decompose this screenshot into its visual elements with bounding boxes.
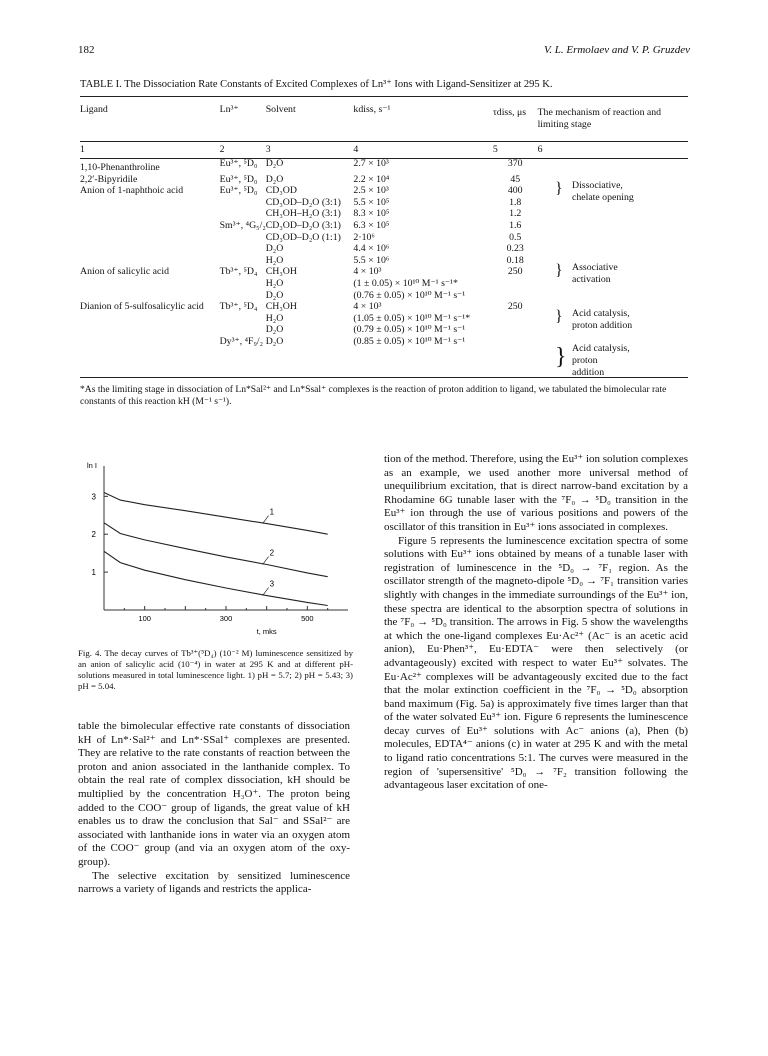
cell-ln [220,278,266,290]
cell-mechanism [538,220,688,232]
header-mechanism: The mechanism of reaction and limiting stage [537,107,662,130]
cell-solvent: D₂O [265,173,284,185]
cell-solvent: CD₃OD–D₂O (1:1) [265,231,341,243]
cell-ln [220,208,266,220]
y-axis-label: ln I [86,461,98,470]
cell-solvent: H₂O [265,312,284,324]
series-leader-3 [263,588,269,596]
cell-mechanism [538,243,688,255]
series-label-1: 1 [269,507,275,517]
cell-tau: 370 [507,158,523,169]
series-leader-2 [263,557,269,565]
cell-ln: Eu³⁺, ⁵D₀ [219,173,258,185]
left-paragraph-2: The selective excitation by sensitized luminescence narrows a variety of ligands and restricts the applica- [78,869,350,896]
table-row [80,220,688,232]
cell-ln [220,255,266,267]
series-line-1 [104,493,328,535]
table-row [80,290,688,302]
x-axis-label: t, mks [256,627,277,636]
mechanism-2: chelate opening [572,192,634,203]
mechanism-5: Acid catalysis, [572,308,630,319]
page-number: 182 [78,44,95,56]
cell-tau: 0.18 [506,254,524,266]
header-kdiss: kdiss, s⁻¹ [353,104,391,115]
cell-ligand [80,208,220,220]
cell-tau: 1.6 [509,219,522,231]
x-tick-label: 500 [301,614,314,623]
cell-kdiss: 2·10⁶ [353,231,375,243]
cell-ligand: 2,2′-Bipyridile [80,173,138,185]
cell-ln: Eu³⁺, ⁵D₀ [219,185,258,197]
mechanism-4: activation [572,274,611,285]
cell-tau: 1.8 [509,196,522,208]
cell-mechanism [538,290,688,302]
cell-kdiss: 5.5 × 10⁵ [353,196,390,208]
cell-kdiss: 5.5 × 10⁶ [353,254,390,266]
cell-ligand [80,243,220,255]
y-tick-label: 2 [91,530,96,540]
x-tick-label: 300 [219,614,233,623]
brace-4: } [555,344,567,370]
header-tau: τdiss, μs [492,107,527,118]
x-tick-label: 100 [138,614,151,623]
cell-solvent: CH₃OH [265,266,297,278]
left-paragraph-1: table the bimolecular effective rate constants of dissociation kH of Ln*·Sal²⁺ and Ln*·SSal⁺ complexes are presented. They are relative to the rate constants of reaction between the proton and anion associated in the lanthanide complex. To obtain the real rate of complex dissociation, kH should be multiplied by the concentration H₃O⁺. The proton being added to the COO⁻ group of ligands, the great value of kH enables us to draw the conclusion that Sal⁻ and SSal²⁻ are associated with lanthanide ions in water via an oxygen atom of the COO⁻ group (and via an oxygen atom of the oxy-group). [78,720,350,868]
colnum-5: 5 [492,144,498,155]
cell-kdiss: 8.3 × 10⁵ [353,208,390,220]
cell-kdiss: (1 ± 0.05) × 10¹⁰ M⁻¹ s⁻¹* [353,277,458,289]
mechanism-3: Associative [572,262,618,273]
cell-kdiss: 4.4 × 10⁶ [353,243,390,255]
cell-tau: 0.23 [506,243,524,255]
cell-ligand [80,232,220,244]
figure-4-chart [78,452,358,644]
cell-solvent: D₂O [265,335,284,347]
colnum-3: 3 [265,144,271,155]
cell-mechanism [538,208,688,220]
right-paragraph-1: tion of the method. Therefore, using the Eu³⁺ ion solution complexes as an example, we used another more universal method of unequilibrium excitation, that is direct narrow-band excitation by a Rhodamine 6G tunable laser with the ⁷F₀ → ⁵D₀ transition in the Eu³⁺ ion through the use of various positions and powers of the oscillator of this transition in Eu³⁺ ions associated in complexes. [384,453,689,533]
right-column-text [384,453,688,793]
cell-tau: 250 [507,266,523,278]
series-line-3 [104,548,328,605]
table-colnum-row [80,141,688,158]
cell-tau [493,313,538,325]
cell-tau [493,278,538,290]
cell-ln [220,324,266,336]
cell-tau: 400 [507,185,523,197]
cell-ln: Tb³⁺, ⁵D₄ [219,301,258,313]
cell-tau: 45 [510,173,521,185]
running-header-authors: V. L. Ermolaev and V. P. Gruzdev [543,44,690,56]
cell-ln [220,313,266,325]
cell-tau [493,324,538,336]
cell-ligand [80,255,220,267]
cell-ln: Sm³⁺, ⁴G₅/₂ [219,219,266,231]
cell-mechanism [538,158,688,174]
cell-ligand [80,290,220,302]
cell-kdiss: 4 × 10³ [353,301,382,313]
table-header-row [80,104,688,141]
cell-kdiss: 6.3 × 10⁵ [353,219,390,231]
cell-ln [220,243,266,255]
table-row [80,158,688,174]
cell-solvent: CH₃OH–H₂O (3:1) [265,208,341,220]
colnum-4: 4 [353,144,359,155]
colnum-2: 2 [219,144,225,155]
series-leader-1 [263,516,269,524]
cell-ligand: 1,10-Phenanthroline [80,162,160,173]
cell-solvent: D₂O [265,324,284,336]
cell-ligand [80,336,220,348]
cell-tau: 250 [507,301,523,313]
cell-solvent: D₂O [265,158,284,169]
series-line-2 [104,523,328,577]
figure-4-caption: Fig. 4. The decay curves of Tb³⁺(⁵D₄) (10⁻² M) luminescence sensitized by an anion of salicylic acid (10⁻⁴) in water at 295 K and at different pH-solutions measured in total luminescence light. 1) pH = 5.7; 2) pH = 5.43; 3) pH = 5.04. [78,648,353,691]
mechanism-8: proton [572,355,598,366]
series-label-2: 2 [269,548,275,558]
cell-ligand [80,324,220,336]
cell-ligand [80,197,220,209]
mechanism-1: Dissociative, [572,180,623,191]
cell-kdiss: (1.05 ± 0.05) × 10¹⁰ M⁻¹ s⁻¹* [353,312,471,324]
cell-kdiss: (0.79 ± 0.05) × 10¹⁰ M⁻¹ s⁻¹ [353,324,466,336]
cell-kdiss: 2.7 × 10³ [353,158,389,169]
cell-kdiss: 4 × 10³ [353,266,382,278]
cell-solvent: CH₃OH [265,301,297,313]
cell-kdiss: (0.76 ± 0.05) × 10¹⁰ M⁻¹ s⁻¹ [353,289,466,301]
table-row [80,208,688,220]
cell-ligand: Dianion of 5-sulfosalicylic acid [80,301,204,313]
table-footnote: *As the limiting stage in dissociation of Ln*Sal²⁺ and Ln*Ssal⁺ complexes is the reaction of proton addition to ligand, we tabulated the bimolecular rate constants of this reaction kH (M⁻¹ s⁻¹). [80,384,667,407]
cell-ln: Eu³⁺, ⁵D₀ [219,158,258,169]
cell-ligand: Anion of salicylic acid [80,266,169,278]
cell-ln [220,290,266,302]
cell-solvent: CD₃OD–D₂O (3:1) [265,219,341,231]
colnum-6: 6 [537,144,543,155]
header-ln: Ln³⁺ [219,104,239,115]
cell-ligand [80,313,220,325]
cell-ligand [80,220,220,232]
table-row [80,232,688,244]
cell-ln [220,197,266,209]
cell-ln: Dy³⁺, ⁴F₉/₂ [219,335,264,347]
cell-solvent: CD₃OD–D₂O (3:1) [265,196,341,208]
cell-solvent: H₂O [265,254,284,266]
header-solvent: Solvent [265,104,296,115]
mechanism-9: addition [572,367,605,378]
cell-solvent: D₂O [265,289,284,301]
cell-kdiss: 2.5 × 10³ [353,185,389,197]
cell-tau: 1.2 [509,208,522,220]
cell-ln [220,232,266,244]
mechanism-7: Acid catalysis, [572,343,630,354]
header-ligand: Ligand [80,104,108,115]
y-tick-label: 1 [91,568,96,578]
cell-solvent: D₂O [265,243,284,255]
cell-tau [493,336,538,348]
colnum-1: 1 [80,144,85,155]
cell-ln: Tb³⁺, ⁵D₄ [219,266,258,278]
mechanism-6: proton addition [572,320,633,331]
cell-solvent: CD₃OD [265,185,297,197]
brace-3: } [555,308,563,325]
cell-ligand: Anion of 1-naphthoic acid [80,185,184,197]
cell-tau: 0.5 [509,231,522,243]
brace-2: } [555,262,563,279]
table-row [80,243,688,255]
cell-kdiss: (0.85 ± 0.05) × 10¹⁰ M⁻¹ s⁻¹ [353,335,466,347]
cell-solvent: H₂O [265,277,284,289]
cell-tau [493,290,538,302]
series-label-3: 3 [269,579,275,589]
cell-kdiss: 2.2 × 10⁴ [353,173,390,185]
cell-ligand [80,278,220,290]
y-tick-label: 3 [91,492,96,502]
right-paragraph-2: Figure 5 represents the luminescence excitation spectra of some solutions with Eu³⁺ ions obtained by means of a tunable laser with registration of luminescence in the ⁵D₀ → ⁷F₁ region. As the oscillator strength of the magneto-dipole ⁵D₀ → ⁷F₁ transition varies slightly with changes in the immediate surroundings of the Eu³⁺ ion, these spectra are identical to the absorption spectra of solutions in the ⁷F₀ → ⁵D₀ transition. The arrows in Fig. 5 show the wavelengths at which the one-ligand complexes Eu·Ac²⁺ (Ac⁻ is an acetic acid anion), Eu·Phen³⁺, Eu·EDTA⁻ were then selectively (or advantageously) excited with respect to water Eu³⁺ solvates. The Eu·Ac²⁺ complexes will be advantageously excited due to the fact that the molar extinction coefficient in the ⁷F₀ → ⁵D₀ absorption band maximum (Fig. 5a) is approximately five times larger than that of the water solvated Eu³⁺ ion. Figure 6 represents the luminescence decay curves of Eu³⁺ solutions with Ac⁻ anions (a), Phen (b) molecules, EDTA⁴⁻ anions (c) in water at 295 K and with the metal to ligand ratio concentrations 5:1. The curves were measured in the region of 'supersensitive' ⁵D₀ → ⁷F₂ transition following the advantageous laser excitation of one- [384,534,688,792]
cell-mechanism [538,232,688,244]
table-top-rule [80,96,688,97]
table-caption: TABLE I. The Dissociation Rate Constants of Excited Complexes of Ln³⁺ Ions with Ligand-Sensitizer at 295 K. [80,79,553,90]
left-column-text [78,720,350,897]
brace-1: } [555,180,563,197]
